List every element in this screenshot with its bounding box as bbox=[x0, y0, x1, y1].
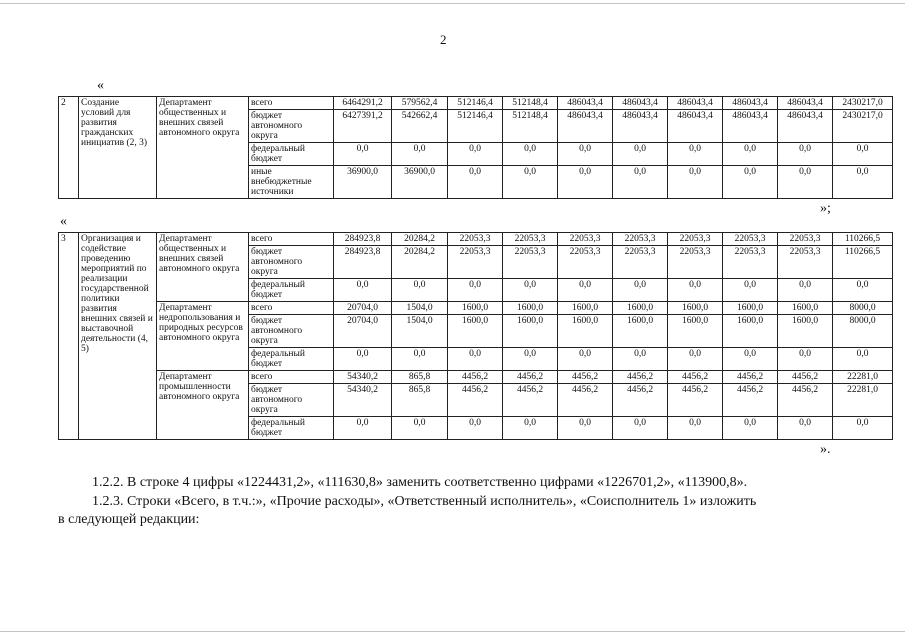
value-cell: 0,0 bbox=[833, 348, 893, 371]
page-number: 2 bbox=[440, 32, 447, 47]
value-cell: 0,0 bbox=[503, 348, 558, 371]
value-cell: 54340,2 bbox=[334, 371, 392, 384]
table-row-3-financing bbox=[58, 232, 893, 440]
value-cell: 542662,4 bbox=[392, 110, 448, 143]
value-cell: 0,0 bbox=[613, 166, 668, 199]
department-name: Департамент общественных и внешних связей автономного округа bbox=[157, 233, 249, 302]
value-cell: 22053,3 bbox=[723, 233, 778, 246]
paragraph-1-2-2: 1.2.2. В строке 4 цифры «1224431,2», «111630,8» заменить соответственно цифрами «1226701,2», «113900,8». bbox=[92, 475, 748, 490]
value-cell: 54340,2 bbox=[334, 384, 392, 417]
value-cell: 1600,0 bbox=[613, 315, 668, 348]
funding-source: бюджет автономного округа bbox=[249, 110, 334, 143]
value-cell: 486043,4 bbox=[613, 97, 668, 110]
value-cell: 486043,4 bbox=[668, 110, 723, 143]
value-cell: 0,0 bbox=[778, 143, 833, 166]
value-cell: 0,0 bbox=[668, 417, 723, 440]
value-cell: 0,0 bbox=[613, 348, 668, 371]
value-cell: 486043,4 bbox=[778, 97, 833, 110]
value-cell: 0,0 bbox=[668, 143, 723, 166]
row-number: 3 bbox=[59, 233, 79, 440]
value-cell: 4456,2 bbox=[613, 384, 668, 417]
value-cell: 20284,2 bbox=[392, 233, 448, 246]
value-cell: 0,0 bbox=[558, 279, 613, 302]
table-row bbox=[59, 371, 893, 384]
funding-source: всего bbox=[249, 233, 334, 246]
value-cell: 36900,0 bbox=[334, 166, 392, 199]
value-cell: 0,0 bbox=[558, 143, 613, 166]
value-cell: 4456,2 bbox=[668, 384, 723, 417]
closing-quote-2: ». bbox=[820, 442, 831, 457]
value-cell: 1600,0 bbox=[723, 302, 778, 315]
value-cell: 486043,4 bbox=[723, 97, 778, 110]
value-cell: 4456,2 bbox=[503, 384, 558, 417]
value-cell: 284923,8 bbox=[334, 233, 392, 246]
value-cell: 1600,0 bbox=[503, 315, 558, 348]
value-cell: 512148,4 bbox=[503, 110, 558, 143]
value-cell: 22053,3 bbox=[668, 246, 723, 279]
activity-name: Создание условий для развития гражданских инициатив (2, 3) bbox=[79, 97, 157, 199]
value-cell: 0,0 bbox=[558, 166, 613, 199]
value-cell: 0,0 bbox=[392, 348, 448, 371]
value-cell: 4456,2 bbox=[723, 371, 778, 384]
value-cell: 1504,0 bbox=[392, 302, 448, 315]
value-cell: 0,0 bbox=[334, 279, 392, 302]
value-cell: 8000,0 bbox=[833, 302, 893, 315]
scan-edge-bottom bbox=[0, 631, 905, 632]
value-cell: 22053,3 bbox=[558, 246, 613, 279]
value-cell: 0,0 bbox=[503, 417, 558, 440]
value-cell: 4456,2 bbox=[723, 384, 778, 417]
value-cell: 4456,2 bbox=[613, 371, 668, 384]
value-cell: 22053,3 bbox=[503, 246, 558, 279]
value-cell: 0,0 bbox=[503, 166, 558, 199]
value-cell: 1600,0 bbox=[778, 315, 833, 348]
value-cell: 486043,4 bbox=[778, 110, 833, 143]
value-cell: 0,0 bbox=[392, 143, 448, 166]
value-cell: 486043,4 bbox=[558, 97, 613, 110]
value-cell: 0,0 bbox=[503, 143, 558, 166]
value-cell: 1600,0 bbox=[778, 302, 833, 315]
opening-quote-1: « bbox=[97, 78, 104, 93]
value-cell: 1504,0 bbox=[392, 315, 448, 348]
value-cell: 20284,2 bbox=[392, 246, 448, 279]
value-cell: 865,8 bbox=[392, 384, 448, 417]
value-cell: 486043,4 bbox=[723, 110, 778, 143]
value-cell: 6464291,2 bbox=[334, 97, 392, 110]
value-cell: 0,0 bbox=[833, 143, 893, 166]
value-cell: 1600,0 bbox=[448, 302, 503, 315]
value-cell: 0,0 bbox=[778, 348, 833, 371]
value-cell: 110266,5 bbox=[833, 233, 893, 246]
value-cell: 0,0 bbox=[778, 166, 833, 199]
department-name: Департамент промышленности автономного округа bbox=[157, 371, 249, 440]
value-cell: 22053,3 bbox=[723, 246, 778, 279]
value-cell: 6427391,2 bbox=[334, 110, 392, 143]
value-cell: 1600,0 bbox=[503, 302, 558, 315]
value-cell: 512146,4 bbox=[448, 97, 503, 110]
table-row bbox=[59, 233, 893, 246]
funding-source: всего bbox=[249, 97, 334, 110]
value-cell: 0,0 bbox=[448, 417, 503, 440]
value-cell: 0,0 bbox=[503, 279, 558, 302]
value-cell: 0,0 bbox=[334, 417, 392, 440]
value-cell: 36900,0 bbox=[392, 166, 448, 199]
value-cell: 4456,2 bbox=[778, 384, 833, 417]
value-cell: 0,0 bbox=[668, 166, 723, 199]
table-row bbox=[59, 97, 893, 110]
value-cell: 1600,0 bbox=[668, 302, 723, 315]
value-cell: 0,0 bbox=[448, 348, 503, 371]
activity-name: Организация и содействие проведению мероприятий по реализации государственной политики развития внешних связей и выставочной деятельности (4, 5) bbox=[79, 233, 157, 440]
value-cell: 2430217,0 bbox=[833, 97, 893, 110]
value-cell: 1600,0 bbox=[668, 315, 723, 348]
funding-source: федеральный бюджет bbox=[249, 348, 334, 371]
value-cell: 22053,3 bbox=[503, 233, 558, 246]
value-cell: 0,0 bbox=[558, 417, 613, 440]
department-name: Департамент недропользования и природных ресурсов автономного округа bbox=[157, 302, 249, 371]
value-cell: 0,0 bbox=[723, 279, 778, 302]
value-cell: 0,0 bbox=[778, 417, 833, 440]
table-row-2-financing bbox=[58, 96, 893, 199]
paragraph-1-2-3-line2: в следующей редакции: bbox=[58, 512, 200, 527]
value-cell: 8000,0 bbox=[833, 315, 893, 348]
table-row bbox=[59, 302, 893, 315]
paragraph-1-2-3-line1: 1.2.3. Строки «Всего, в т.ч.:», «Прочие расходы», «Ответственный исполнитель», «Соисполнитель 1» изложить bbox=[92, 494, 757, 509]
value-cell: 0,0 bbox=[723, 143, 778, 166]
value-cell: 284923,8 bbox=[334, 246, 392, 279]
value-cell: 1600,0 bbox=[558, 302, 613, 315]
funding-source: бюджет автономного округа bbox=[249, 315, 334, 348]
value-cell: 0,0 bbox=[448, 143, 503, 166]
value-cell: 0,0 bbox=[392, 417, 448, 440]
value-cell: 22053,3 bbox=[613, 246, 668, 279]
value-cell: 0,0 bbox=[723, 166, 778, 199]
value-cell: 1600,0 bbox=[448, 315, 503, 348]
value-cell: 4456,2 bbox=[558, 371, 613, 384]
value-cell: 0,0 bbox=[392, 279, 448, 302]
value-cell: 2430217,0 bbox=[833, 110, 893, 143]
value-cell: 4456,2 bbox=[778, 371, 833, 384]
value-cell: 0,0 bbox=[334, 348, 392, 371]
value-cell: 512146,4 bbox=[448, 110, 503, 143]
value-cell: 0,0 bbox=[723, 348, 778, 371]
value-cell: 0,0 bbox=[613, 143, 668, 166]
value-cell: 4456,2 bbox=[668, 371, 723, 384]
value-cell: 486043,4 bbox=[558, 110, 613, 143]
funding-source: бюджет автономного округа bbox=[249, 246, 334, 279]
funding-source: бюджет автономного округа bbox=[249, 384, 334, 417]
value-cell: 0,0 bbox=[558, 348, 613, 371]
value-cell: 865,8 bbox=[392, 371, 448, 384]
value-cell: 4456,2 bbox=[558, 384, 613, 417]
value-cell: 1600,0 bbox=[558, 315, 613, 348]
value-cell: 22053,3 bbox=[778, 233, 833, 246]
value-cell: 22053,3 bbox=[448, 233, 503, 246]
funding-source: всего bbox=[249, 302, 334, 315]
value-cell: 4456,2 bbox=[503, 371, 558, 384]
value-cell: 22281,0 bbox=[833, 371, 893, 384]
value-cell: 486043,4 bbox=[613, 110, 668, 143]
value-cell: 0,0 bbox=[723, 417, 778, 440]
value-cell: 4456,2 bbox=[448, 371, 503, 384]
value-cell: 0,0 bbox=[334, 143, 392, 166]
value-cell: 0,0 bbox=[833, 166, 893, 199]
value-cell: 22053,3 bbox=[448, 246, 503, 279]
funding-source: федеральный бюджет bbox=[249, 417, 334, 440]
value-cell: 22053,3 bbox=[778, 246, 833, 279]
value-cell: 0,0 bbox=[613, 279, 668, 302]
value-cell: 579562,4 bbox=[392, 97, 448, 110]
value-cell: 20704,0 bbox=[334, 315, 392, 348]
value-cell: 0,0 bbox=[778, 279, 833, 302]
department-name: Департамент общественных и внешних связей автономного округа bbox=[157, 97, 249, 199]
value-cell: 0,0 bbox=[668, 279, 723, 302]
value-cell: 22053,3 bbox=[558, 233, 613, 246]
value-cell: 0,0 bbox=[833, 417, 893, 440]
value-cell: 0,0 bbox=[448, 166, 503, 199]
value-cell: 20704,0 bbox=[334, 302, 392, 315]
opening-quote-2: « bbox=[60, 214, 67, 229]
funding-source: федеральный бюджет bbox=[249, 143, 334, 166]
funding-source: иные внебюджетные источники bbox=[249, 166, 334, 199]
value-cell: 22053,3 bbox=[613, 233, 668, 246]
row-number: 2 bbox=[59, 97, 79, 199]
value-cell: 1600,0 bbox=[723, 315, 778, 348]
value-cell: 0,0 bbox=[448, 279, 503, 302]
value-cell: 486043,4 bbox=[668, 97, 723, 110]
value-cell: 512148,4 bbox=[503, 97, 558, 110]
closing-quote-1: »; bbox=[820, 201, 831, 216]
funding-source: всего bbox=[249, 371, 334, 384]
scan-edge-top bbox=[0, 3, 905, 4]
value-cell: 22281,0 bbox=[833, 384, 893, 417]
value-cell: 0,0 bbox=[668, 348, 723, 371]
value-cell: 110266,5 bbox=[833, 246, 893, 279]
funding-source: федеральный бюджет bbox=[249, 279, 334, 302]
value-cell: 1600,0 bbox=[613, 302, 668, 315]
value-cell: 0,0 bbox=[613, 417, 668, 440]
value-cell: 4456,2 bbox=[448, 384, 503, 417]
value-cell: 0,0 bbox=[833, 279, 893, 302]
value-cell: 22053,3 bbox=[668, 233, 723, 246]
